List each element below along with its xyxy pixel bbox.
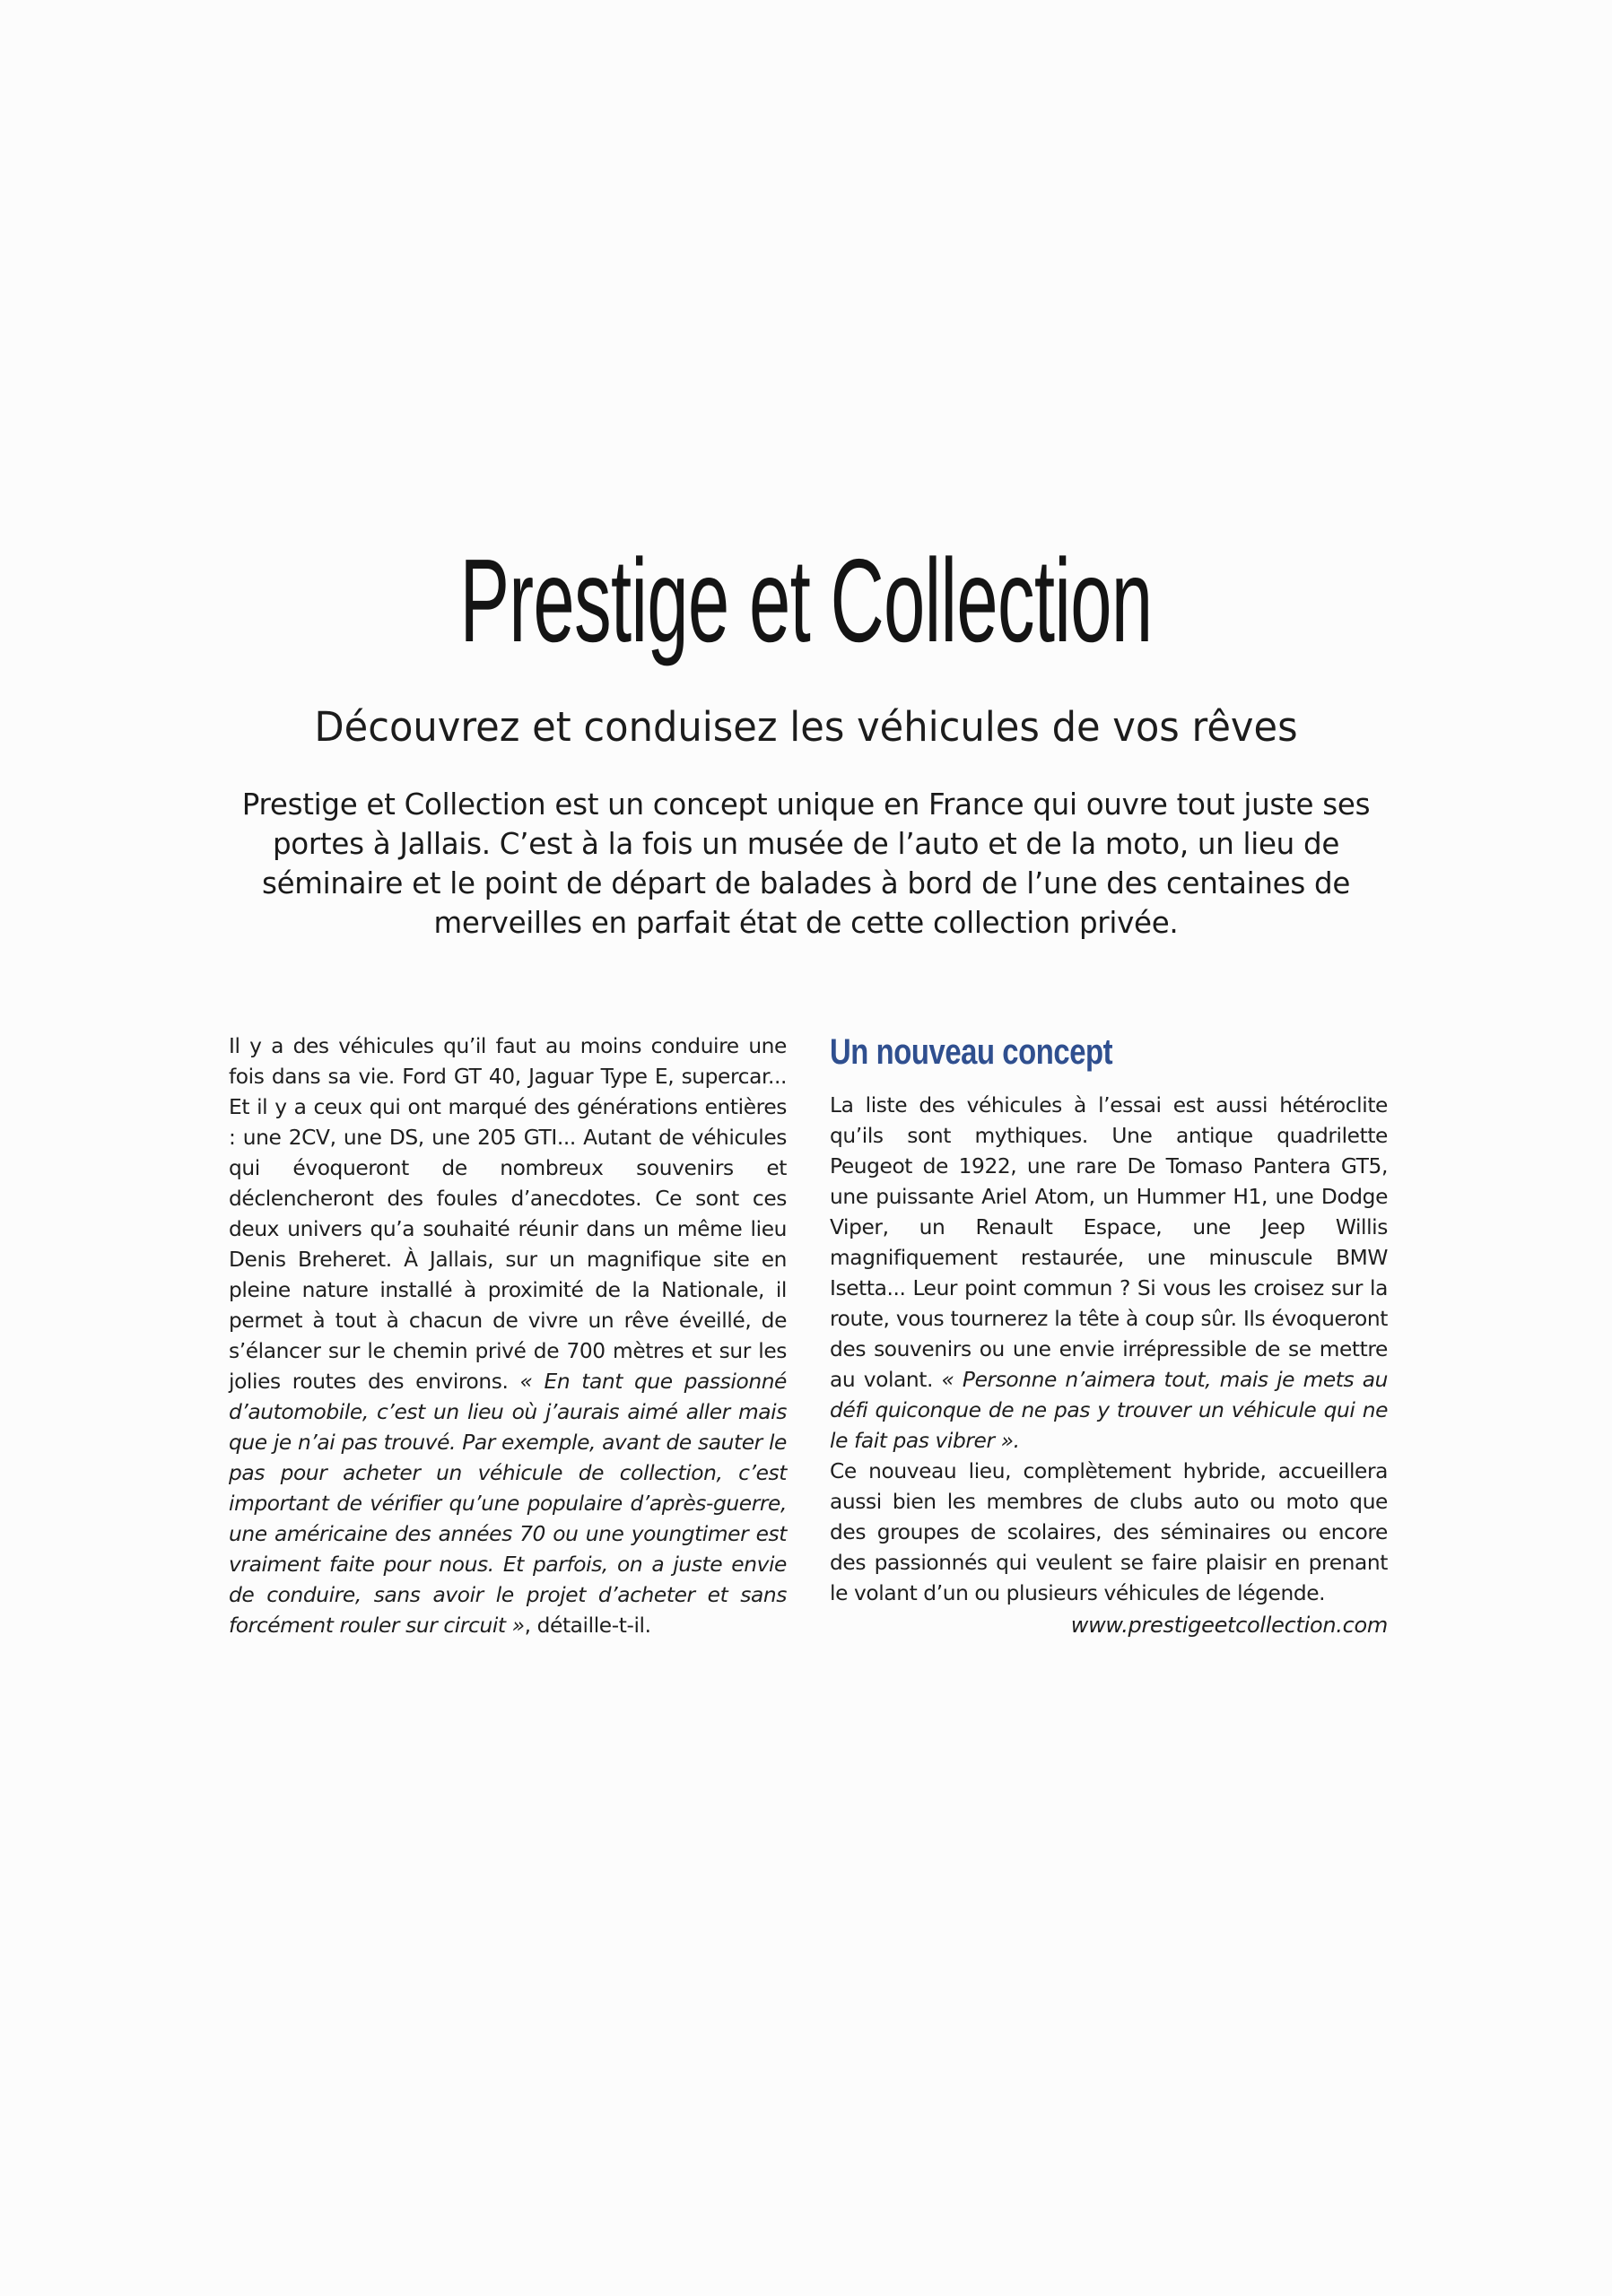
left-column xyxy=(229,1031,787,1641)
left-column-text xyxy=(229,1031,787,1641)
page-title: Prestige et Collection xyxy=(459,535,1153,666)
right-column-paragraph-2: Ce nouveau lieu, complètement hybride, accueillera aussi bien les membres de clubs auto ou moto que des groupes de scolaires, des séminaires ou encore des passionnés qui veulent se faire plaisir en prenant le volant d’un ou plusieurs véhicules de légende. xyxy=(830,1459,1388,1605)
left-column-attribution: , détaille-t-il. xyxy=(524,1613,651,1638)
left-column-quote: « En tant que passionné d’automobile, c’est un lieu où j’aurais aimé aller mais que je n’ai pas trouvé. Par exemple, avant de sauter le pas pour acheter un véhicule de collection, c’est important de vérifier qu’une populaire d’après-guerre, une américaine des années 70 ou une youngtimer est vraiment faite pour nous. Et parfois, on a juste envie de conduire, sans avoir le projet d’acheter et sans forcément rouler sur circuit » xyxy=(229,1370,787,1638)
website-url: www.prestigeetcollection.com xyxy=(1070,1613,1388,1638)
section-heading: Un nouveau concept xyxy=(830,1032,1113,1072)
intro-paragraph: Prestige et Collection est un concept unique en France qui ouvre tout juste ses portes à Jallais. C’est à la fois un musée de l’auto et de la moto, un lieu de séminaire et le point de départ de balades à bord de l’une des centaines de merveilles en parfait état de cette collection privée. xyxy=(241,787,1371,940)
left-column-body: Il y a des véhicules qu’il faut au moins conduire une fois dans sa vie. Ford GT 40, Jaguar Type E, supercar... Et il y a ceux qui ont marqué des générations entières : une 2CV, une DS, une 205 GTI... Autant de véhicules qui évoqueront de nombreux souvenirs et déclencheront des foules d’anecdotes. Ce sont ces deux univers qu’a souhaité réunir dans un même lieu Denis Breheret. À Jallais, sur un magnifique site en pleine nature installé à proximité de la Nationale, il permet à tout à chacun de vivre un rêve éveillé, de s’élancer sur le chemin privé de 700 mètres et sur les jolies routes des environs. xyxy=(229,1034,787,1394)
right-column-quote: « Personne n’aimera tout, mais je mets au défi quiconque de ne pas y trouver un véhicule qui ne le fait pas vibrer ». xyxy=(830,1368,1388,1453)
right-column xyxy=(830,1031,1388,1609)
right-column-body: La liste des véhicules à l’essai est aussi hétéroclite qu’ils sont mythiques. Une antique quadrilette Peugeot de 1922, une rare De Tomaso Pantera GT5, une puissante Ariel Atom, un Hummer H1, une Dodge Viper, un Renault Espace, une Jeep Willis magnifiquement restaurée, une minuscule BMW Isetta... Leur point commun ? Si vous les croisez sur la route, vous tournerez la tête à coup sûr. Ils évoqueront des souvenirs ou une envie irrépressible de se mettre au volant. xyxy=(830,1093,1388,1392)
right-column-paragraph-1 xyxy=(830,1091,1388,1457)
page-subtitle: Découvrez et conduisez les véhicules de vos rêves xyxy=(314,703,1298,751)
